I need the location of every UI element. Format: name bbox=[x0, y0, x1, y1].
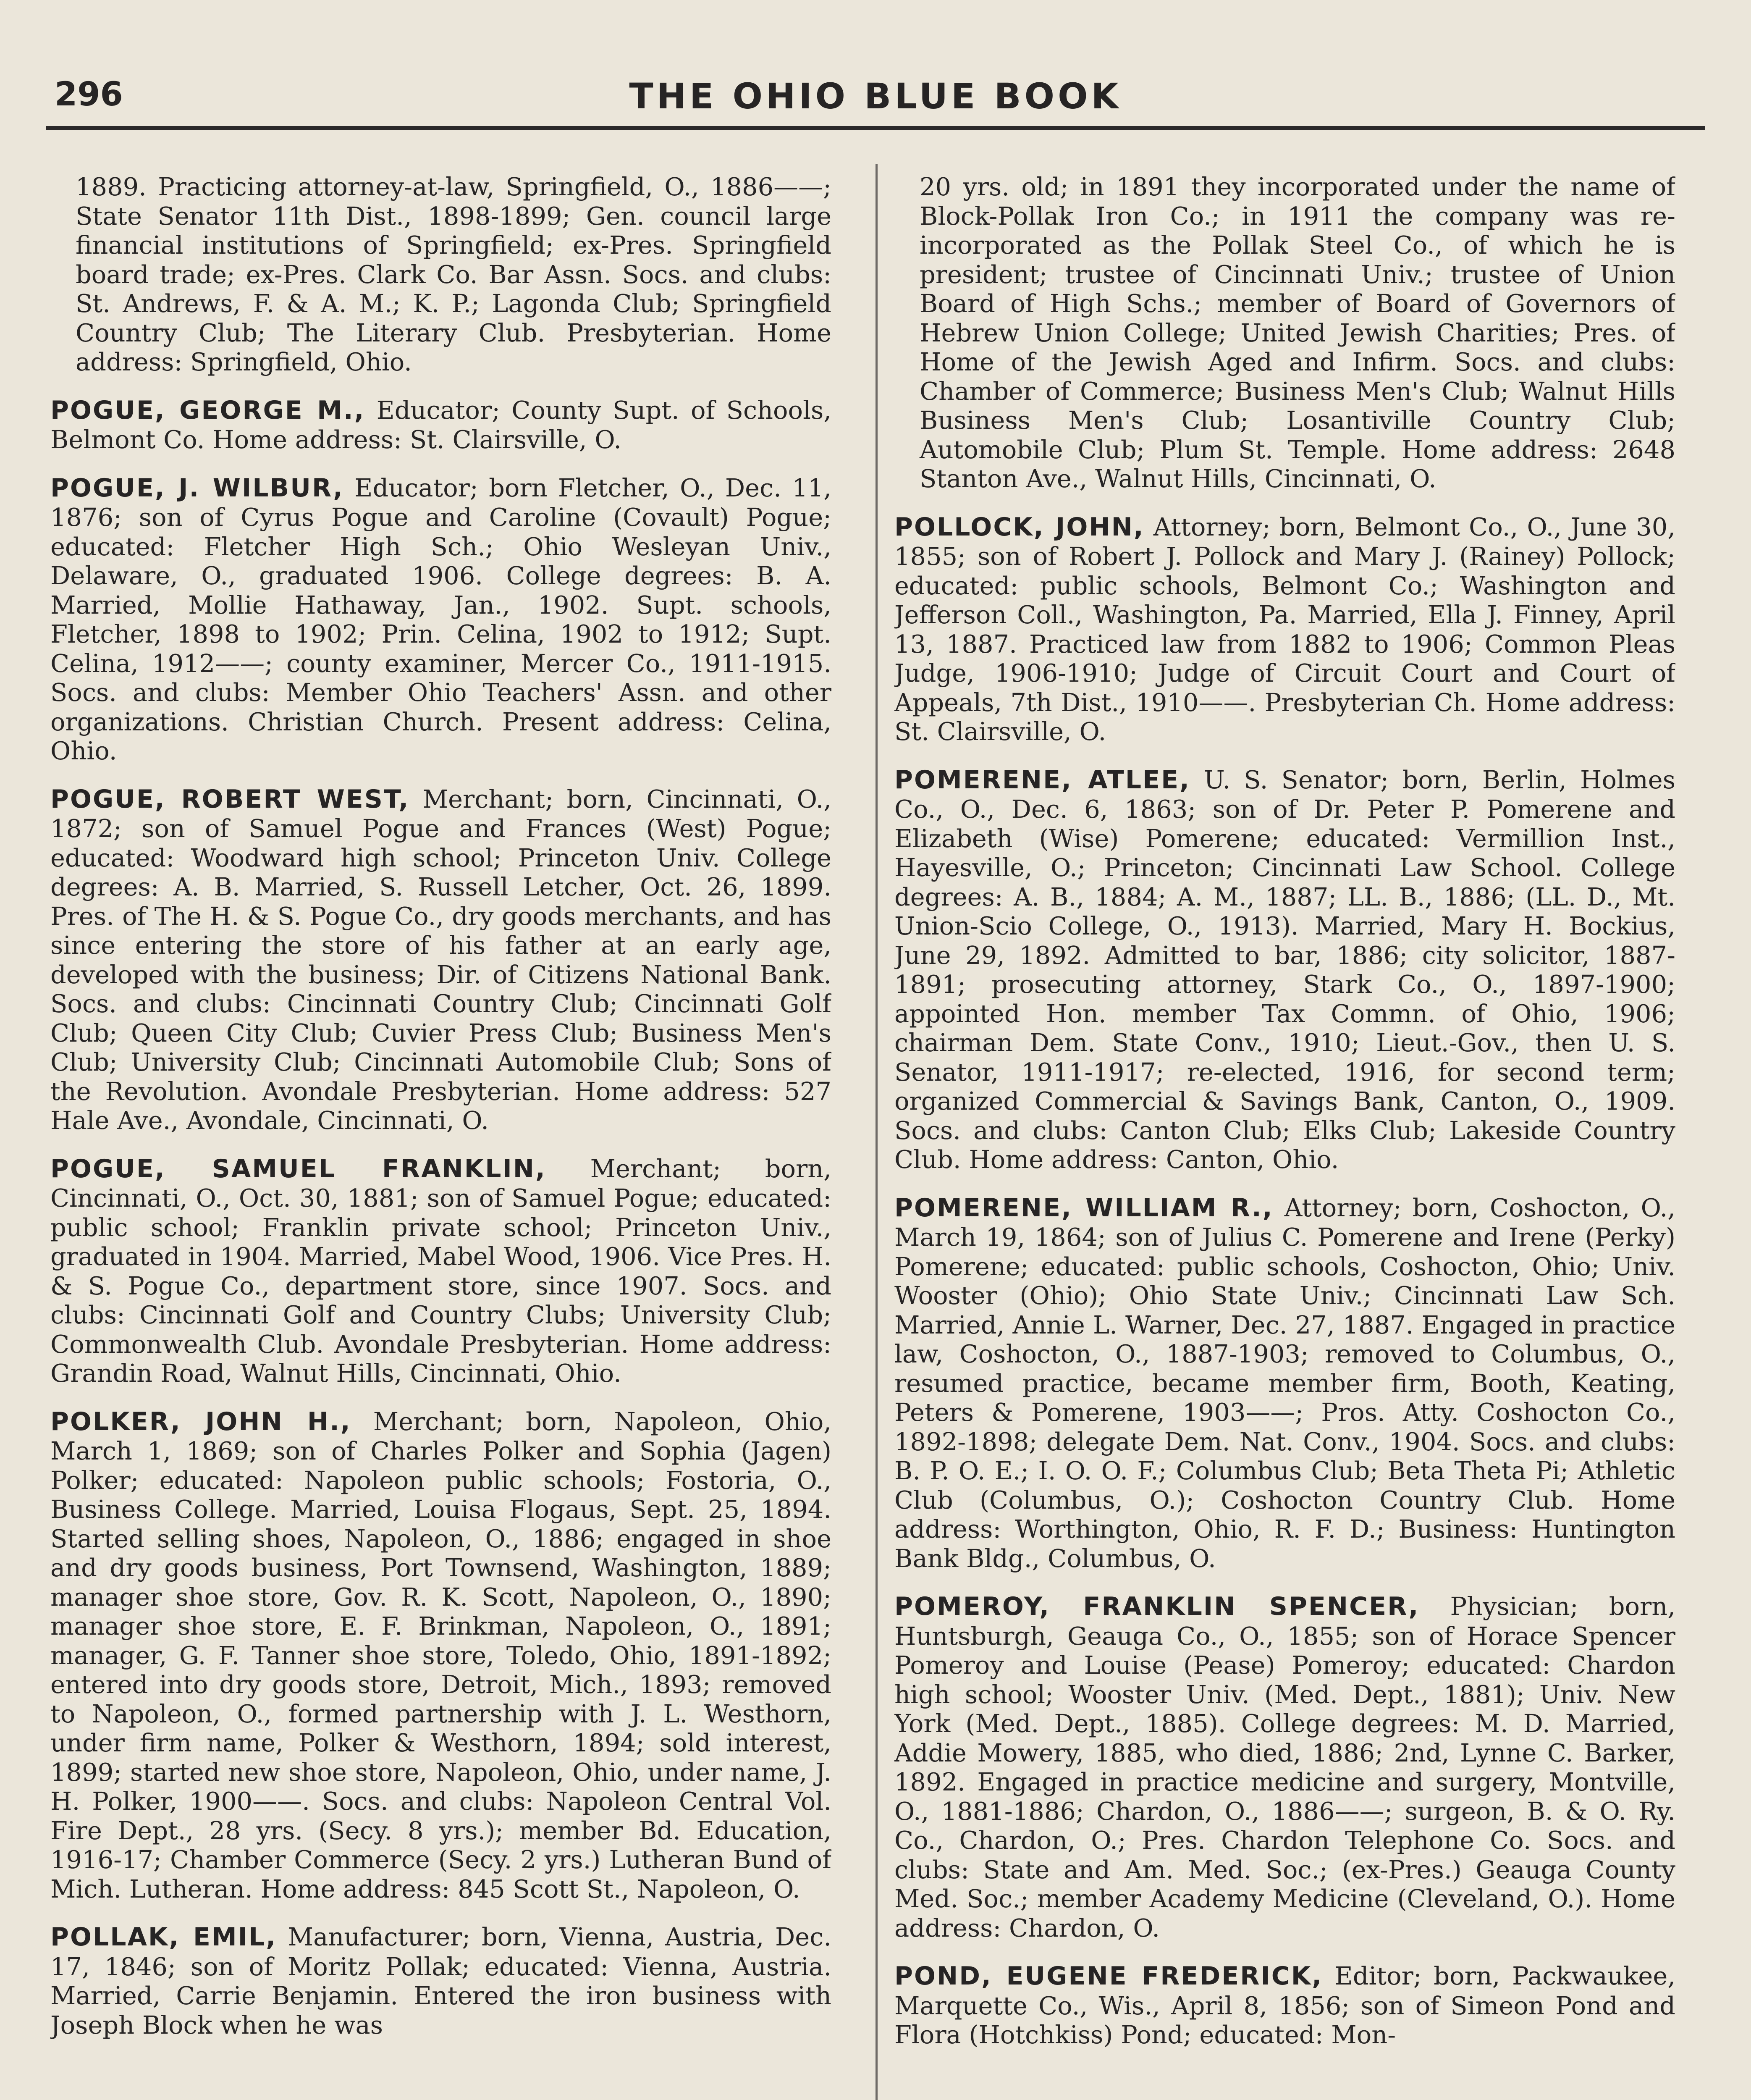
entry-name: POLLOCK, JOHN, bbox=[894, 512, 1145, 542]
biography-entry bbox=[894, 765, 1675, 1174]
biography-entry bbox=[50, 1922, 831, 2040]
entry-text: Editor; born, Packwaukee, Marquette Co., Wis., April 8, 1856; son of Simeon Pond and Flora (Hotchkiss) Pond; educated: Mon- bbox=[894, 1961, 1675, 2049]
biography-entry bbox=[894, 1592, 1675, 1942]
biography-entry bbox=[50, 396, 831, 454]
entry-name: POLLAK, EMIL, bbox=[50, 1922, 277, 1952]
entry-text: Merchant; born, Cincinnati, O., Oct. 30, 1881; son of Samuel Pogue; educated: public school; Franklin private school; Princeton Univ., graduated in 1904. Married, Mabel Wood, 1906. Vice Pres. H. & S. Pogue Co., department store, since 1907. Socs. and clubs: Cincinnati Golf and Country Clubs; University Club; Commonwealth Club. Avondale Presbyterian. Home address: Grandin Road, Walnut Hills, Cincinnati, Ohio. bbox=[50, 1154, 831, 1388]
biography-entry bbox=[894, 512, 1675, 746]
entry-name: POND, EUGENE FREDERICK, bbox=[894, 1961, 1323, 1991]
entry-name: POMEROY, FRANKLIN SPENCER, bbox=[894, 1592, 1420, 1621]
biography-entry-continued bbox=[920, 172, 1675, 494]
entry-text: Attorney; born, Coshocton, O., March 19, 1864; son of Julius C. Pomerene and Irene (Perky) Pomerene; educated: public schools, Coshocton, Ohio; Univ. Wooster (Ohio); Ohio State Univ.; Cincinnati Law Sch. Married, Annie L. Warner, Dec. 27, 1887. Engaged in practice law, Coshocton, O., 1887-1903; removed to Columbus, O., resumed practice, became member firm, Booth, Keating, Peters & Pomerene, 1903——; Pros. Atty. Coshocton Co., 1892-1898; delegate Dem. Nat. Conv., 1904. Socs. and clubs: B. P. O. E.; I. O. O. F.; Columbus Club; Beta Theta Pi; Athletic Club (Columbus, O.); Coshocton Country Club. Home address: Worthington, Ohio, R. F. D.; Business: Huntington Bank Bldg., Columbus, O. bbox=[894, 1193, 1675, 1573]
entry-name: POGUE, J. WILBUR, bbox=[50, 473, 344, 503]
entry-text: 1889. Practicing attorney-at-law, Springfield, O., 1886——; State Senator 11th Dist., 1898-1899; Gen. council large financial institutions of Springfield; ex-Pres. Springfield board trade; ex-Pres. Clark Co. Bar Assn. Socs. and clubs: St. Andrews, F. & A. M.; K. P.; Lagonda Club; Springfield Country Club; The Literary Club. Presbyterian. Home address: Springfield, Ohio. bbox=[76, 172, 831, 376]
entry-text: Educator; born Fletcher, O., Dec. 11, 1876; son of Cyrus Pogue and Caroline (Covault) Pogue; educated: Fletcher High Sch.; Ohio Wesleyan Univ., Delaware, O., graduated 1906. College degrees: B. A. Married, Mollie Hathaway, Jan., 1902. Supt. schools, Fletcher, 1898 to 1902; Prin. Celina, 1902 to 1912; Supt. Celina, 1912——; county examiner, Mercer Co., 1911-1915. Socs. and clubs: Member Ohio Teachers' Assn. and other organizations. Christian Church. Present address: Celina, Ohio. bbox=[50, 473, 831, 765]
biography-entry bbox=[50, 473, 831, 766]
entry-name: POMERENE, WILLIAM R., bbox=[894, 1193, 1274, 1223]
running-head: THE OHIO BLUE BOOK bbox=[629, 76, 1122, 117]
page-header bbox=[46, 71, 1705, 130]
entry-text: Attorney; born, Belmont Co., O., June 30, 1855; son of Robert J. Pollock and Mary J. (Rainey) Pollock; educated: public schools, Belmont Co.; Washington and Jefferson Coll., Washington, Pa. Married, Ella J. Finney, April 13, 1887. Practiced law from 1882 to 1906; Common Pleas Judge, 1906-1910; Judge of Circuit Court and Court of Appeals, 7th Dist., 1910——. Presbyterian Ch. Home address: St. Clairsville, O. bbox=[894, 512, 1675, 746]
entry-text: Merchant; born, Cincinnati, O., 1872; son of Samuel Pogue and Frances (West) Pogue; educated: Woodward high school; Princeton Univ. College degrees: A. B. Married, S. Russell Letcher, Oct. 26, 1899. Pres. of The H. & S. Pogue Co., dry goods merchants, and has since entering the store of his father at an early age, developed with the business; Dir. of Citizens National Bank. Socs. and clubs: Cincinnati Country Club; Cincinnati Golf Club; Queen City Club; Cuvier Press Club; Business Men's Club; University Club; Cincinnati Automobile Club; Sons of the Revolution. Avondale Presbyterian. Home address: 527 Hale Ave., Avondale, Cincinnati, O. bbox=[50, 784, 831, 1135]
biography-entry bbox=[894, 1961, 1675, 2050]
entry-name: POGUE, GEORGE M., bbox=[50, 395, 365, 425]
entry-text: Manufacturer; born, Vienna, Austria, Dec. 17, 1846; son of Moritz Pollak; educated: Vienna, Austria. Married, Carrie Benjamin. Entered the iron business with Joseph Block when he was bbox=[50, 1922, 831, 2040]
biography-entry-continued bbox=[76, 172, 831, 377]
entry-name: POGUE, ROBERT WEST, bbox=[50, 784, 410, 814]
entry-name: POMERENE, ATLEE, bbox=[894, 765, 1190, 795]
right-column bbox=[894, 172, 1675, 2100]
entry-text: Educator; County Supt. of Schools, Belmont Co. Home address: St. Clairsville, O. bbox=[50, 395, 831, 454]
column-rule bbox=[876, 164, 878, 2100]
biography-entry bbox=[894, 1193, 1675, 1573]
entry-text: 20 yrs. old; in 1891 they incorporated under the name of Block-Pollak Iron Co.; in 1911 the company was re-incorporated as the Pollak Steel Co., of which he is president; trustee of Cincinnati Univ.; trustee of Union Board of High Schs.; member of Board of Governors of Hebrew Union College; United Jewish Charities; Pres. of Home of the Jewish Aged and Infirm. Socs. and clubs: Chamber of Commerce; Business Men's Club; Walnut Hills Business Men's Club; Losantiville Country Club; Automobile Club; Plum St. Temple. Home address: 2648 Stanton Ave., Walnut Hills, Cincinnati, O. bbox=[920, 172, 1675, 493]
biography-entry bbox=[50, 1154, 831, 1388]
entry-text: U. S. Senator; born, Berlin, Holmes Co., O., Dec. 6, 1863; son of Dr. Peter P. Pomerene and Elizabeth (Wise) Pomerene; educated: Vermillion Inst., Hayesville, O.; Princeton; Cincinnati Law School. College degrees: A. B., 1884; A. M., 1887; LL. B., 1886; (LL. D., Mt. Union-Scio College, O., 1913). Married, Mary H. Bockius, June 29, 1892. Admitted to bar, 1886; city solicitor, 1887-1891; prosecuting attorney, Stark Co., O., 1897-1900; appointed Hon. member Tax Commn. of Ohio, 1906; chairman Dem. State Conv., 1910; Lieut.-Gov., then U. S. Senator, 1911-1917; re-elected, 1916, for second term; organized Commercial & Savings Bank, Canton, O., 1909. Socs. and clubs: Canton Club; Elks Club; Lakeside Country Club. Home address: Canton, Ohio. bbox=[894, 765, 1675, 1174]
entry-name: POGUE, SAMUEL FRANKLIN, bbox=[50, 1154, 546, 1184]
page-number: 296 bbox=[55, 76, 123, 113]
entry-text: Merchant; born, Napoleon, Ohio, March 1, 1869; son of Charles Polker and Sophia (Jagen) Polker; educated: Napoleon public schools; Fostoria, O., Business College. Married, Louisa Flogaus, Sept. 25, 1894. Started selling shoes, Napoleon, O., 1886; engaged in shoe and dry goods business, Port Townsend, Washington, 1889; manager shoe store, Gov. R. K. Scott, Napoleon, O., 1890; manager shoe store, E. F. Brinkman, Napoleon, O., 1891; manager, G. F. Tanner shoe store, Toledo, Ohio, 1891-1892; entered into dry goods store, Detroit, Mich., 1893; removed to Napoleon, O., formed partnership with J. L. Westhorn, under firm name, Polker & Westhorn, 1894; sold interest, 1899; started new shoe store, Napoleon, Ohio, under name, J. H. Polker, 1900——. Socs. and clubs: Napoleon Central Vol. Fire Dept., 28 yrs. (Secy. 8 yrs.); member Bd. Education, 1916-17; Chamber Commerce (Secy. 2 yrs.) Lutheran Bund of Mich. Lutheran. Home address: 845 Scott St., Napoleon, O. bbox=[50, 1407, 831, 1903]
biography-entry bbox=[50, 1407, 831, 1904]
entry-text: Physician; born, Huntsburgh, Geauga Co., O., 1855; son of Horace Spencer Pomeroy and Louise (Pease) Pomeroy; educated: Chardon high school; Wooster Univ. (Med. Dept., 1881); Univ. New York (Med. Dept., 1885). College degrees: M. D. Married, Addie Mowery, 1885, who died, 1886; 2nd, Lynne C. Barker, 1892. Engaged in practice medicine and surgery, Montville, O., 1881-1886; Chardon, O., 1886——; surgeon, B. & O. Ry. Co., Chardon, O.; Pres. Chardon Telephone Co. Socs. and clubs: State and Am. Med. Soc.; (ex-Pres.) Geauga County Med. Soc.; member Academy Medicine (Cleveland, O.). Home address: Chardon, O. bbox=[894, 1592, 1675, 1942]
entry-name: POLKER, JOHN H., bbox=[50, 1407, 351, 1436]
biography-entry bbox=[50, 785, 831, 1135]
left-column bbox=[50, 172, 831, 2100]
